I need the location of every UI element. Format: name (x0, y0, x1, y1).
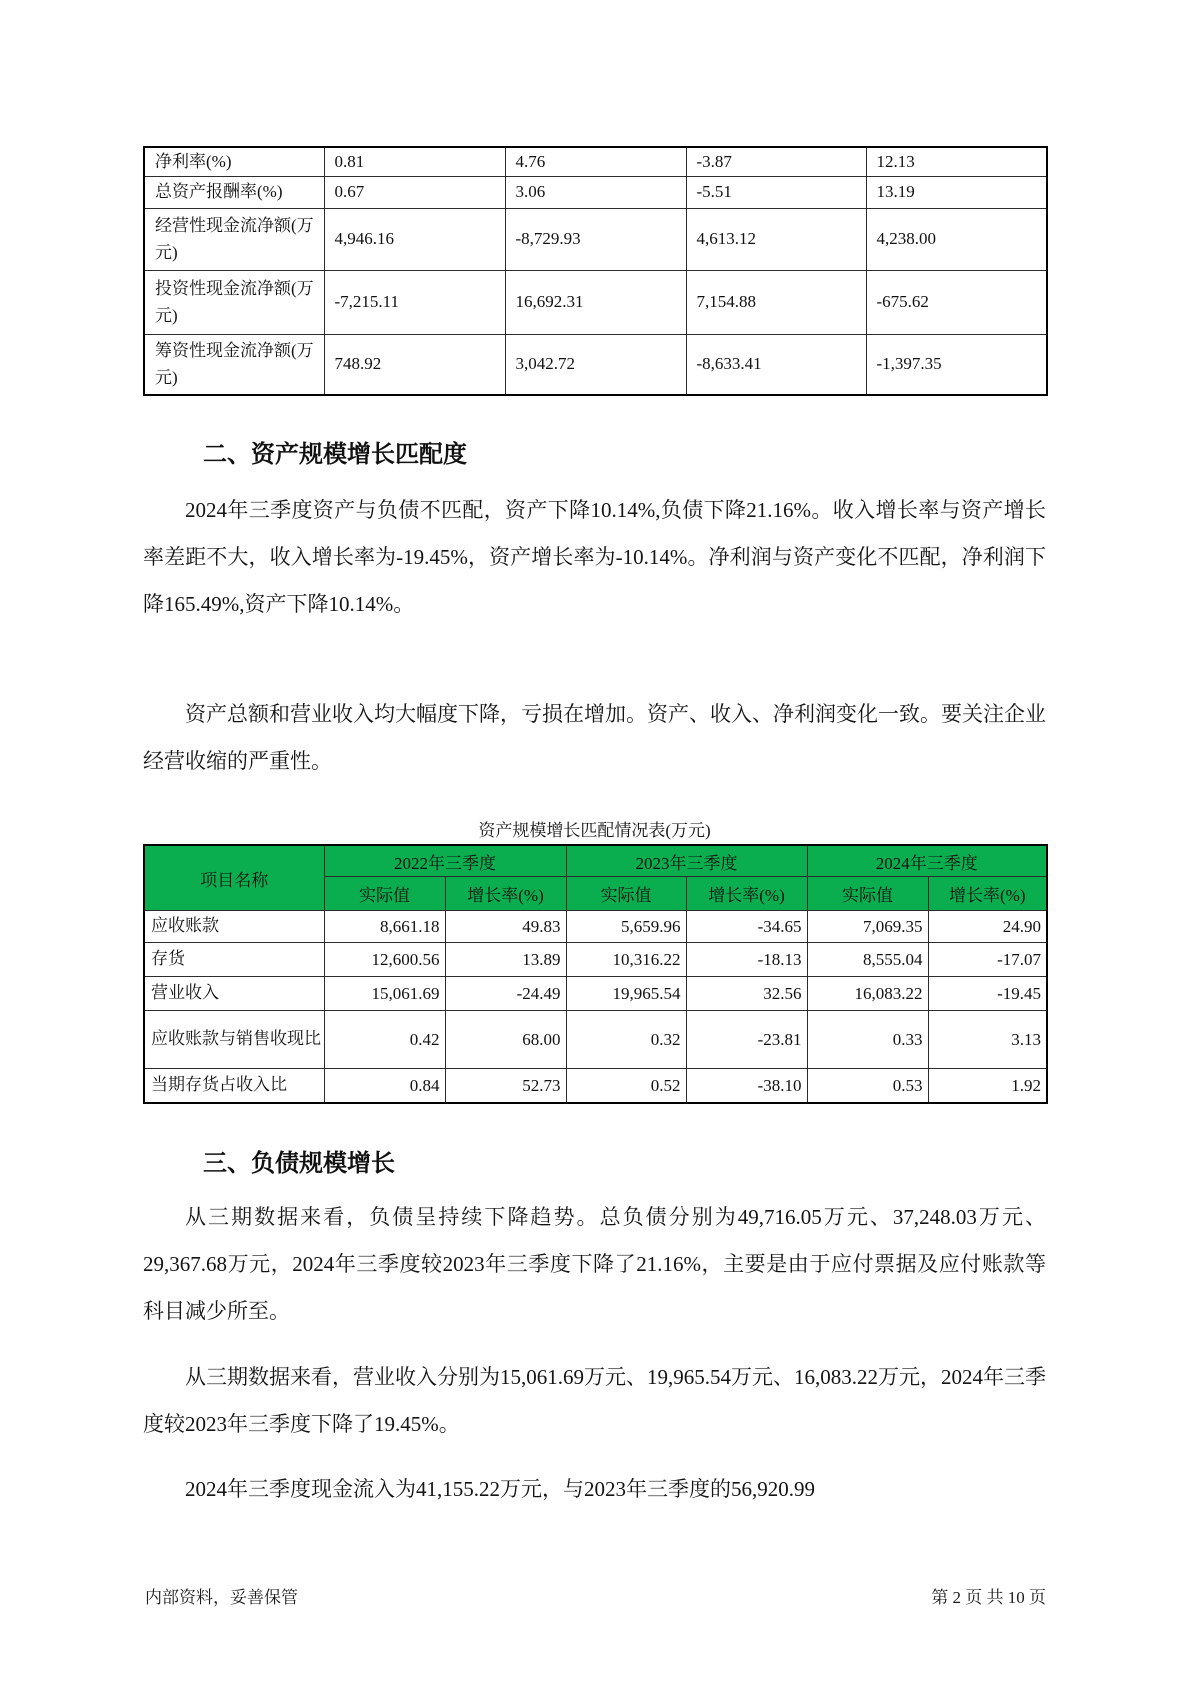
body-paragraph: 2024年三季度资产与负债不匹配，资产下降10.14%,负债下降21.16%。收入增长率与资产增长率差距不大，收入增长率为-19.45%，资产增长率为-10.14%。净利润与资产变化不匹配，净利润下降165.49%,资产下降10.14%。 (143, 498, 1046, 616)
cell-value: -5.51 (686, 177, 866, 209)
body-paragraph: 从三期数据来看，营业收入分别为15,061.69万元、19,965.54万元、16,083.22万元，2024年三季度较2023年三季度下降了19.45%。 (143, 1365, 1046, 1436)
row-label: 应收账款与销售收现比 (144, 1011, 324, 1069)
cell-value: 16,692.31 (505, 271, 686, 335)
cell-value: 0.53 (807, 1069, 928, 1104)
cell-value: -24.49 (445, 977, 566, 1011)
sub-header-cell: 增长率(%) (686, 877, 807, 911)
section-heading-debt-growth: 三、负债规模增长 (203, 1150, 395, 1177)
row-label: 存货 (144, 943, 324, 977)
cell-value: -23.81 (686, 1011, 807, 1069)
cell-value: 0.33 (807, 1011, 928, 1069)
table-row (144, 1011, 1047, 1069)
cell-value: -8,729.93 (505, 209, 686, 271)
sub-header-cell: 实际值 (324, 877, 445, 911)
cell-value: 10,316.22 (566, 943, 686, 977)
footer-page-number: 第 2 页 共 10 页 (931, 1588, 1046, 1607)
row-label: 经营性现金流净额(万元) (144, 209, 324, 271)
cell-value: -675.62 (866, 271, 1047, 335)
table-row (144, 977, 1047, 1011)
row-label: 营业收入 (144, 977, 324, 1011)
cell-value: 3.13 (928, 1011, 1047, 1069)
table-row (144, 911, 1047, 943)
cell-value: 12.13 (866, 147, 1047, 177)
year-header-cell: 2023年三季度 (566, 845, 807, 877)
row-label: 总资产报酬率(%) (144, 177, 324, 209)
footer-confidential-note: 内部资料，妥善保管 (145, 1588, 298, 1607)
cell-value: 52.73 (445, 1069, 566, 1104)
table-row (144, 271, 1047, 335)
cell-value: 4,613.12 (686, 209, 866, 271)
sub-header-cell: 增长率(%) (928, 877, 1047, 911)
table-row (144, 335, 1047, 396)
row-label: 投资性现金流净额(万元) (144, 271, 324, 335)
table-header-row (144, 845, 1047, 877)
cell-value: 7,154.88 (686, 271, 866, 335)
corner-header-cell: 项目名称 (144, 845, 324, 911)
cell-value: 5,659.96 (566, 911, 686, 943)
cell-value: -38.10 (686, 1069, 807, 1104)
cell-value: 3.06 (505, 177, 686, 209)
cell-value: -3.87 (686, 147, 866, 177)
row-label: 筹资性现金流净额(万元) (144, 335, 324, 396)
cell-value: 4,238.00 (866, 209, 1047, 271)
cell-value: -34.65 (686, 911, 807, 943)
cell-value: 0.52 (566, 1069, 686, 1104)
cell-value: 8,555.04 (807, 943, 928, 977)
cell-value: 0.32 (566, 1011, 686, 1069)
cell-value: 49.83 (445, 911, 566, 943)
cell-value: -18.13 (686, 943, 807, 977)
match-table-title: 资产规模增长匹配情况表(万元) (478, 821, 711, 840)
cell-value: -1,397.35 (866, 335, 1047, 396)
cell-value: 15,061.69 (324, 977, 445, 1011)
cell-value: 0.84 (324, 1069, 445, 1104)
cell-value: 16,083.22 (807, 977, 928, 1011)
row-label: 净利率(%) (144, 147, 324, 177)
section-heading-asset-growth-match: 二、资产规模增长匹配度 (203, 441, 467, 468)
cell-value: 68.00 (445, 1011, 566, 1069)
body-paragraph: 资产总额和营业收入均大幅度下降，亏损在增加。资产、收入、净利润变化一致。要关注企业经营收缩的严重性。 (143, 702, 1046, 773)
cell-value: 748.92 (324, 335, 505, 396)
year-header-cell: 2022年三季度 (324, 845, 566, 877)
cell-value: 3,042.72 (505, 335, 686, 396)
cell-value: -8,633.41 (686, 335, 866, 396)
sub-header-cell: 实际值 (807, 877, 928, 911)
cell-value: 13.89 (445, 943, 566, 977)
cell-value: 1.92 (928, 1069, 1047, 1104)
cell-value: 24.90 (928, 911, 1047, 943)
cell-value: 0.42 (324, 1011, 445, 1069)
cell-value: 19,965.54 (566, 977, 686, 1011)
sub-header-cell: 增长率(%) (445, 877, 566, 911)
cell-value: 32.56 (686, 977, 807, 1011)
cell-value: 4.76 (505, 147, 686, 177)
page-footer (145, 1586, 1046, 1610)
cell-value: 0.67 (324, 177, 505, 209)
table-row (144, 147, 1047, 177)
cell-value: 0.81 (324, 147, 505, 177)
cell-value: 13.19 (866, 177, 1047, 209)
cell-value: -19.45 (928, 977, 1047, 1011)
cell-value: 8,661.18 (324, 911, 445, 943)
cell-value: 7,069.35 (807, 911, 928, 943)
asset-growth-match-table (143, 844, 1048, 1104)
cell-value: -17.07 (928, 943, 1047, 977)
cell-value: 4,946.16 (324, 209, 505, 271)
table-row (144, 177, 1047, 209)
financial-metrics-table (143, 146, 1048, 396)
body-paragraph: 2024年三季度现金流入为41,155.22万元，与2023年三季度的56,920.99 (185, 1477, 815, 1501)
table-row (144, 943, 1047, 977)
sub-header-cell: 实际值 (566, 877, 686, 911)
table-row (144, 1069, 1047, 1104)
table-row (144, 209, 1047, 271)
cell-value: 12,600.56 (324, 943, 445, 977)
row-label: 当期存货占收入比 (144, 1069, 324, 1104)
year-header-cell: 2024年三季度 (807, 845, 1047, 877)
page-content (143, 0, 1046, 1513)
row-label: 应收账款 (144, 911, 324, 943)
body-paragraph: 从三期数据来看，负债呈持续下降趋势。总负债分别为49,716.05万元、37,248.03万元、29,367.68万元，2024年三季度较2023年三季度下降了21.16%，主要是由于应付票据及应付账款等科目减少所至。 (143, 1205, 1046, 1323)
cell-value: -7,215.11 (324, 271, 505, 335)
